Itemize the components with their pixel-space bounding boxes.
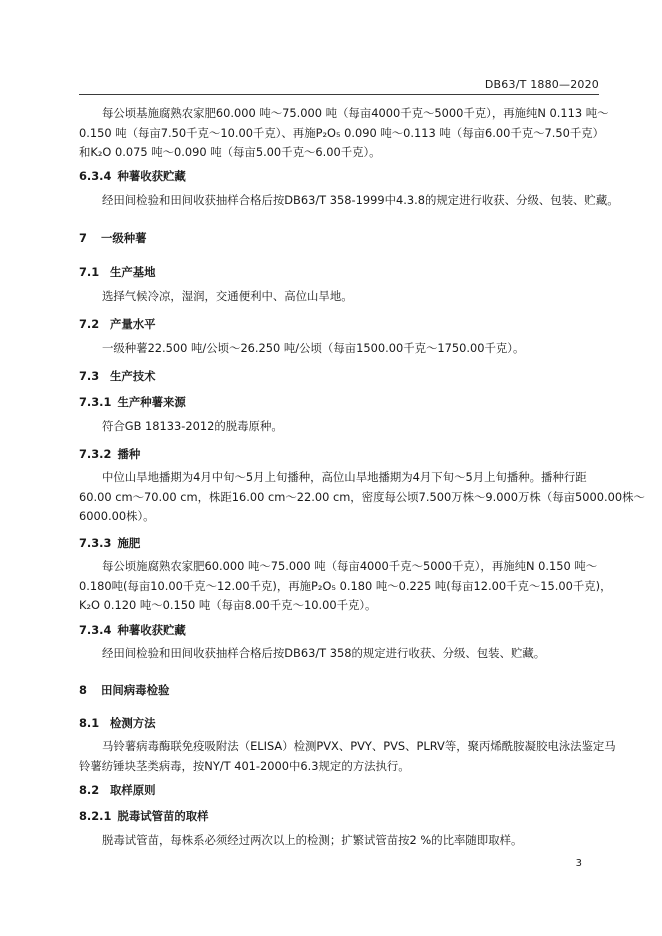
heading-number: 8.1 [79,716,100,730]
paragraph-7-1 [79,287,599,307]
paragraph-8-1 [79,737,616,776]
heading-title: 种薯收获贮藏 [117,623,186,637]
heading-7-3-3 [79,535,140,551]
heading-number: 7.3 [79,369,100,383]
heading-7-3 [79,368,156,384]
text-line: 经田间检验和田间收获抽样合格后按DB63/T 358-1999中4.3.8的规定进行收获、分级、包装、贮藏。 [102,193,619,207]
paragraph-7-3-2 [79,468,645,527]
text-line: 铃薯纺锤块茎类病毒，按NY/T 401-2000中6.3规定的方法执行。 [79,758,410,773]
text-line: 选择气候冷凉，湿润，交通便利中、高位山旱地。 [102,289,353,303]
heading-7-3-4 [79,622,186,638]
heading-title: 一级种薯 [101,231,147,245]
heading-8-2-1 [79,808,209,824]
heading-title: 播种 [117,447,141,461]
text-line: 马铃薯病毒酶联免疫吸附法（ELISA）检测PVX、PVY、PVS、PLRV等，聚丙烯酰胺凝胶电泳法鉴定马 [102,739,616,753]
text-line: 0.180吨(每亩10.00千克～12.00千克)，再施P₂O₅ 0.180 吨～0.225 吨(每亩12.00千克～15.00千克)， [79,578,612,593]
heading-title: 生产种薯来源 [117,395,186,409]
heading-number: 7.3.3 [79,536,112,550]
paragraph-7-3-4 [79,644,599,664]
heading-number: 7.3.1 [79,395,112,409]
heading-number: 7.3.4 [79,623,112,637]
text-line: 和K₂O 0.075 吨～0.090 吨（每亩5.00千克～6.00千克）。 [79,145,381,159]
header-rule [79,94,599,95]
text-line: 每公顷基施腐熟农家肥60.000 吨～75.000 吨（每亩4000千克～5000千克），再施纯N 0.113 吨～ [102,106,609,120]
heading-title: 检测方法 [110,716,156,730]
heading-title: 生产基地 [110,265,156,279]
heading-number: 7.1 [79,265,100,279]
paragraph-6-3-4 [79,191,619,211]
heading-title: 种薯收获贮藏 [117,169,186,183]
paragraph-8-2-1 [79,831,599,851]
text-line: 符合GB 18133-2012的脱毒原种。 [102,419,283,433]
heading-8 [79,682,169,698]
heading-title: 取样原则 [110,783,156,797]
text-line: 0.150 吨（每亩7.50千克～10.00千克）、再施P₂O₅ 0.090 吨～0.113 吨（每亩6.00千克～7.50千克） [79,125,605,140]
document-code: DB63/T 1880—2020 [484,78,599,91]
heading-title: 田间病毒检验 [101,683,170,697]
heading-number: 7 [79,231,87,245]
heading-8-2 [79,782,156,798]
heading-number: 6.3.4 [79,169,112,183]
text-line: 中位山旱地播期为4月中旬～5月上旬播种，高位山旱地播期为4月下旬～5月上旬播种。播种行距 [102,470,587,484]
paragraph-7-2 [79,339,599,359]
heading-number: 8.2 [79,783,100,797]
page-number: 3 [575,858,582,869]
text-line: 脱毒试管苗，每株系必须经过两次以上的检测；扩繁试管苗按2 %的比率随即取样。 [102,833,523,847]
text-line: K₂O 0.120 吨～0.150 吨（每亩8.00千克～10.00千克）。 [79,598,377,612]
heading-number: 7.3.2 [79,447,112,461]
heading-7-2 [79,316,156,332]
heading-7-3-1 [79,394,186,410]
text-line: 6000.00株）。 [79,509,155,523]
heading-number: 8 [79,683,87,697]
heading-8-1 [79,715,156,731]
text-line: 60.00 cm～70.00 cm，株距16.00 cm～22.00 cm，密度每公顷7.500万株～9.000万株（每亩5000.00株～ [79,489,645,504]
text-line: 经田间检验和田间收获抽样合格后按DB63/T 358的规定进行收获、分级、包装、贮藏。 [102,646,546,660]
paragraph-6-3-3 [79,104,609,163]
heading-number: 8.2.1 [79,809,112,823]
heading-number: 7.2 [79,317,100,331]
heading-title: 脱毒试管苗的取样 [117,809,209,823]
heading-7 [79,230,147,246]
heading-title: 产量水平 [110,317,156,331]
heading-title: 生产技术 [110,369,156,383]
heading-title: 施肥 [117,536,141,550]
heading-7-3-2 [79,446,140,462]
paragraph-7-3-1 [79,417,599,437]
text-line: 每公顷施腐熟农家肥60.000 吨～75.000 吨（每亩4000千克～5000千克），再施纯N 0.150 吨～ [102,559,598,573]
heading-6-3-4 [79,168,186,184]
paragraph-7-3-3 [79,557,612,616]
heading-7-1 [79,264,156,280]
text-line: 一级种薯22.500 吨/公顷～26.250 吨/公顷（每亩1500.00千克～1750.00千克）。 [102,341,525,355]
